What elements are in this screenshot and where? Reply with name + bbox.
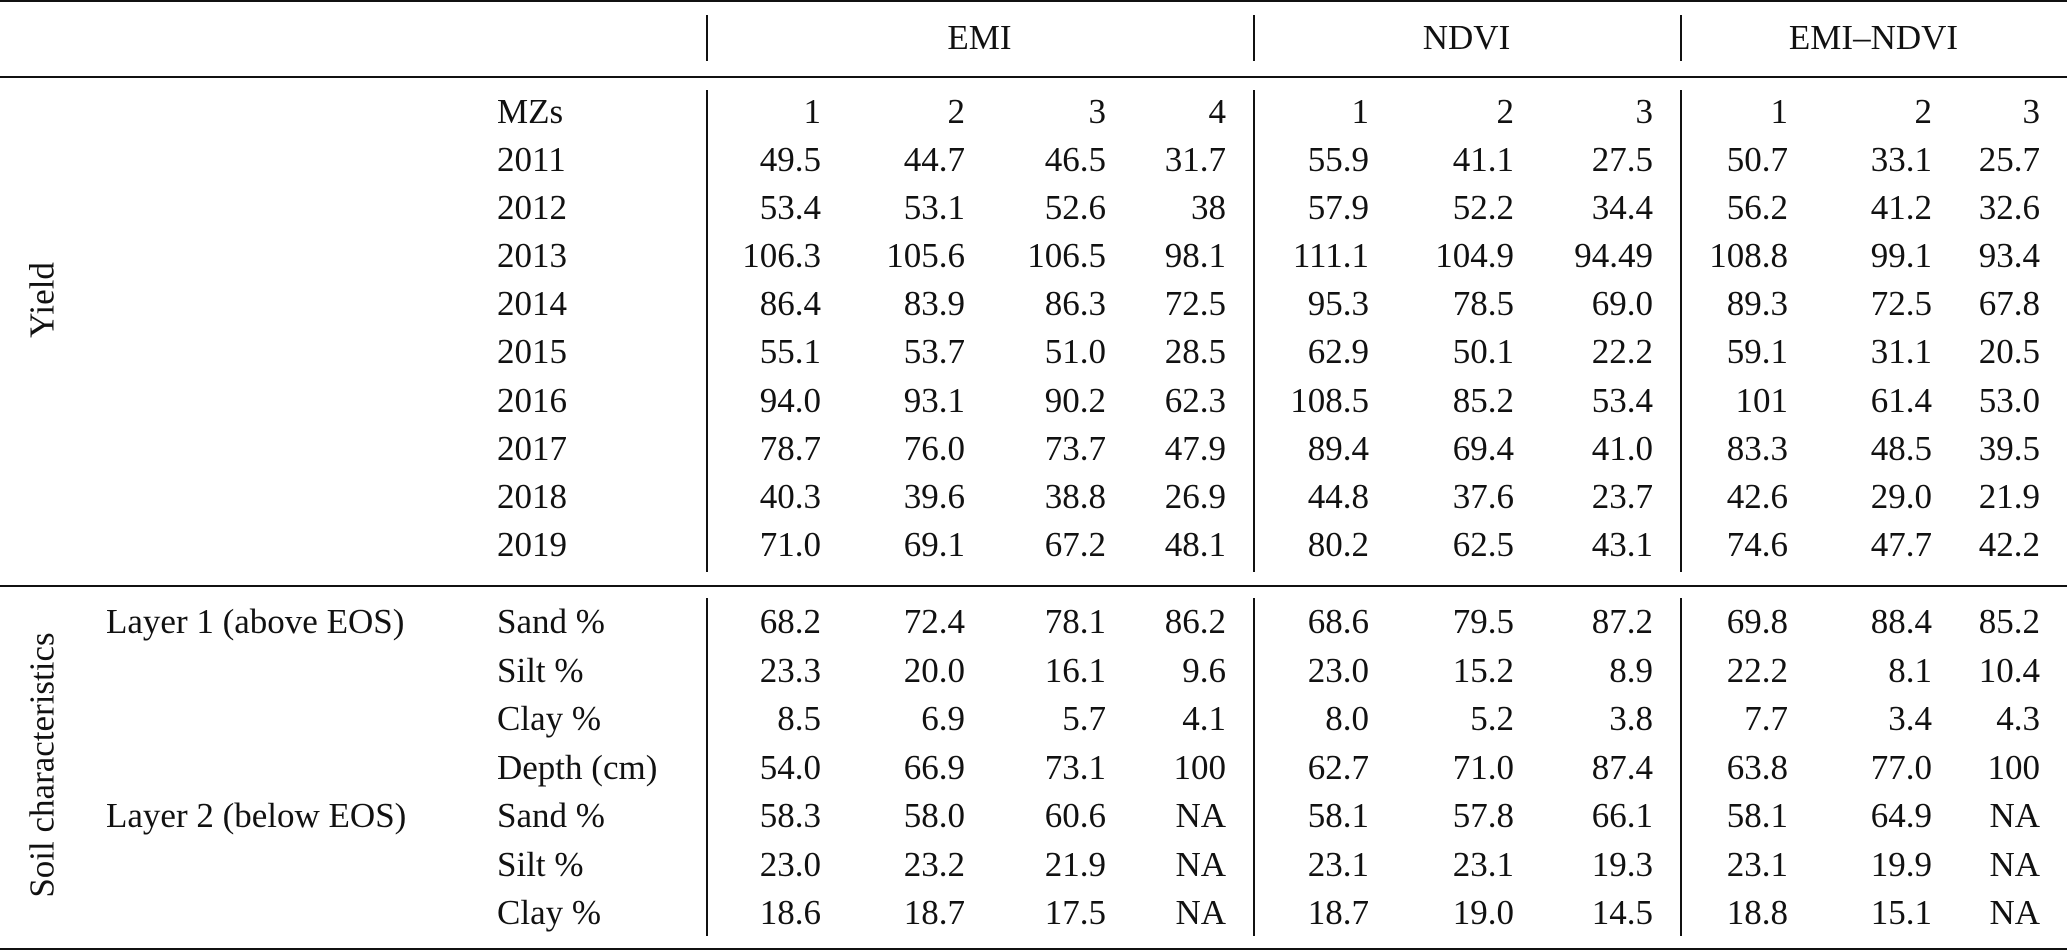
yield-value: 21.9	[1978, 477, 2040, 516]
yield-value: 94.0	[759, 381, 821, 420]
soil-value: 5.7	[1062, 699, 1106, 738]
soil-value: 66.1	[1591, 796, 1653, 835]
yield-value: 47.9	[1164, 429, 1226, 468]
yield-value: 41.0	[1591, 429, 1653, 468]
yield-value: 53.1	[903, 188, 965, 227]
yield-value: 50.7	[1726, 140, 1788, 179]
yield-value: 78.5	[1452, 284, 1514, 323]
soil-value: 60.6	[1044, 796, 1106, 835]
soil-value: 64.9	[1870, 796, 1932, 835]
soil-value: 5.2	[1470, 699, 1514, 738]
soil-value: 73.1	[1044, 748, 1106, 787]
property-label: Clay %	[497, 893, 602, 932]
soil-value: 9.6	[1182, 651, 1226, 690]
yield-value: 43.1	[1591, 525, 1653, 564]
yield-value: 28.5	[1164, 332, 1226, 371]
yield-value: 55.1	[759, 332, 821, 371]
yield-value: 53.7	[903, 332, 965, 371]
yield-value: 22.2	[1591, 332, 1653, 371]
yield-value: 93.1	[903, 381, 965, 420]
year-label: 2016	[497, 381, 567, 420]
soil-value: 10.4	[1978, 651, 2040, 690]
soil-value: 23.2	[903, 845, 965, 884]
soil-value: 62.7	[1307, 748, 1369, 787]
yield-value: 83.9	[903, 284, 965, 323]
yield-value: 74.6	[1726, 525, 1788, 564]
soil-value: 87.2	[1591, 602, 1653, 641]
yield-value: 67.2	[1044, 525, 1106, 564]
soil-value: 22.2	[1726, 651, 1788, 690]
year-label: 2011	[497, 140, 566, 179]
yield-value: 56.2	[1726, 188, 1788, 227]
yield-value: 31.1	[1870, 332, 1932, 371]
soil-value: 8.5	[777, 699, 821, 738]
soil-value: NA	[1989, 796, 2040, 835]
yield-value: 99.1	[1870, 236, 1932, 275]
soil-value: 3.8	[1609, 699, 1653, 738]
yield-value: 106.3	[742, 236, 821, 275]
soil-value: 68.2	[759, 602, 821, 641]
yield-value: 76.0	[903, 429, 965, 468]
yield-value: 59.1	[1726, 332, 1788, 371]
yield-value: 41.2	[1870, 188, 1932, 227]
soil-value: 100	[1987, 748, 2040, 787]
yield-value: 71.0	[759, 525, 821, 564]
mz-number: 2	[1914, 92, 1932, 131]
yield-value: 49.5	[759, 140, 821, 179]
yield-value: 55.9	[1307, 140, 1369, 179]
mz-number: 2	[1496, 92, 1514, 131]
soil-value: 66.9	[903, 748, 965, 787]
soil-value: 78.1	[1044, 602, 1106, 641]
yield-value: 86.4	[759, 284, 821, 323]
soil-value: 57.8	[1452, 796, 1514, 835]
yield-value: 69.1	[903, 525, 965, 564]
mz-number: 4	[1208, 92, 1226, 131]
yield-value: 26.9	[1164, 477, 1226, 516]
yield-value: 29.0	[1870, 477, 1932, 516]
soil-value: 8.9	[1609, 651, 1653, 690]
yield-value: 67.8	[1978, 284, 2040, 323]
yield-value: 39.6	[903, 477, 965, 516]
soil-value: 19.3	[1591, 845, 1653, 884]
property-label: Clay %	[497, 699, 602, 738]
year-label: 2015	[497, 332, 567, 371]
yield-value: 53.4	[759, 188, 821, 227]
yield-value: 23.7	[1591, 477, 1653, 516]
yield-value: 42.6	[1726, 477, 1788, 516]
soil-value: 85.2	[1978, 602, 2040, 641]
yield-value: 78.7	[759, 429, 821, 468]
soil-value: 19.9	[1870, 845, 1932, 884]
soil-value: 18.7	[903, 893, 965, 932]
soil-value: NA	[1989, 893, 2040, 932]
yield-value: 48.5	[1870, 429, 1932, 468]
group-header-emi: EMI	[947, 18, 1012, 57]
year-label: 2019	[497, 525, 567, 564]
soil-value: 17.5	[1044, 893, 1106, 932]
soil-value: 58.3	[759, 796, 821, 835]
soil-value: 58.0	[903, 796, 965, 835]
soil-value: 87.4	[1591, 748, 1653, 787]
yield-value: 48.1	[1164, 525, 1226, 564]
yield-value: 94.49	[1574, 236, 1653, 275]
yield-value: 32.6	[1978, 188, 2040, 227]
property-label: Sand %	[497, 602, 605, 641]
yield-value: 89.4	[1307, 429, 1369, 468]
yield-value: 101	[1735, 381, 1788, 420]
property-label: Silt %	[497, 651, 584, 690]
yield-value: 41.1	[1452, 140, 1514, 179]
soil-value: 15.2	[1452, 651, 1514, 690]
yield-value: 80.2	[1307, 525, 1369, 564]
layer-label: Layer 1 (above EOS)	[106, 602, 405, 641]
year-label: 2013	[497, 236, 567, 275]
yield-value: 37.6	[1452, 477, 1514, 516]
mz-number: 3	[2022, 92, 2040, 131]
soil-value: 19.0	[1452, 893, 1514, 932]
year-label: 2017	[497, 429, 567, 468]
soil-value: 23.1	[1726, 845, 1788, 884]
soil-value: 58.1	[1307, 796, 1369, 835]
yield-value: 98.1	[1164, 236, 1226, 275]
yield-value: 47.7	[1870, 525, 1932, 564]
header-rule	[0, 76, 2067, 78]
mz-number: 1	[1770, 92, 1788, 131]
yield-value: 50.1	[1452, 332, 1514, 371]
soil-value: 18.7	[1307, 893, 1369, 932]
yield-value: 72.5	[1164, 284, 1226, 323]
soil-value: 23.1	[1307, 845, 1369, 884]
yield-value: 62.9	[1307, 332, 1369, 371]
yield-value: 73.7	[1044, 429, 1106, 468]
yield-value: 86.3	[1044, 284, 1106, 323]
yield-value: 53.0	[1978, 381, 2040, 420]
yield-value: 108.8	[1709, 236, 1788, 275]
mz-number: 1	[803, 92, 821, 131]
yield-value: 52.6	[1044, 188, 1106, 227]
yield-value: 44.7	[903, 140, 965, 179]
soil-value: NA	[1989, 845, 2040, 884]
yield-value: 44.8	[1307, 477, 1369, 516]
yield-value: 93.4	[1978, 236, 2040, 275]
yield-value: 40.3	[759, 477, 821, 516]
section-rule	[0, 585, 2067, 587]
soil-value: 72.4	[903, 602, 965, 641]
soil-value: NA	[1175, 845, 1226, 884]
yield-value: 62.3	[1164, 381, 1226, 420]
yield-value: 106.5	[1027, 236, 1106, 275]
soil-value: 8.1	[1888, 651, 1932, 690]
yield-value: 38	[1191, 188, 1226, 227]
layer-label: Layer 2 (below EOS)	[106, 796, 407, 835]
soil-value: NA	[1175, 893, 1226, 932]
year-label: 2018	[497, 477, 567, 516]
yield-value: 72.5	[1870, 284, 1932, 323]
soil-section-label: Soil characteristics	[22, 632, 62, 898]
soil-value: 23.1	[1452, 845, 1514, 884]
yield-value: 57.9	[1307, 188, 1369, 227]
soil-value: 58.1	[1726, 796, 1788, 835]
soil-value: 69.8	[1726, 602, 1788, 641]
mz-number: 2	[947, 92, 965, 131]
soil-value: 23.0	[1307, 651, 1369, 690]
yield-value: 38.8	[1044, 477, 1106, 516]
group-header-ndvi: NDVI	[1422, 18, 1511, 57]
soil-value: 18.6	[759, 893, 821, 932]
yield-value: 69.4	[1452, 429, 1514, 468]
soil-value: 88.4	[1870, 602, 1932, 641]
soil-value: 86.2	[1164, 602, 1226, 641]
soil-value: 21.9	[1044, 845, 1106, 884]
yield-value: 27.5	[1591, 140, 1653, 179]
mz-number: 3	[1088, 92, 1106, 131]
yield-value: 31.7	[1164, 140, 1226, 179]
soil-value: 54.0	[759, 748, 821, 787]
soil-value: 4.1	[1182, 699, 1226, 738]
yield-value: 104.9	[1435, 236, 1514, 275]
yield-value: 25.7	[1978, 140, 2040, 179]
property-label: Sand %	[497, 796, 605, 835]
yield-value: 52.2	[1452, 188, 1514, 227]
yield-value: 34.4	[1591, 188, 1653, 227]
group-header-emi-ndvi: EMI–NDVI	[1788, 18, 1959, 57]
soil-value: 68.6	[1307, 602, 1369, 641]
mz-number: 1	[1351, 92, 1369, 131]
soil-value: 20.0	[903, 651, 965, 690]
yield-value: 51.0	[1044, 332, 1106, 371]
yield-value: 62.5	[1452, 525, 1514, 564]
yield-value: 108.5	[1290, 381, 1369, 420]
soil-value: 3.4	[1888, 699, 1932, 738]
yield-value: 39.5	[1978, 429, 2040, 468]
yield-section-label: Yield	[22, 262, 62, 338]
top-rule	[0, 0, 2067, 2]
property-label: Silt %	[497, 845, 584, 884]
soil-value: 4.3	[1996, 699, 2040, 738]
yield-value: 105.6	[886, 236, 965, 275]
soil-value: 6.9	[921, 699, 965, 738]
yield-value: 89.3	[1726, 284, 1788, 323]
year-label: 2014	[497, 284, 567, 323]
property-label: Depth (cm)	[497, 748, 658, 787]
soil-value: 23.0	[759, 845, 821, 884]
soil-value: 23.3	[759, 651, 821, 690]
yield-value: 95.3	[1307, 284, 1369, 323]
bottom-rule	[0, 948, 2067, 950]
soil-value: 8.0	[1325, 699, 1369, 738]
yield-value: 61.4	[1870, 381, 1932, 420]
mz-label: MZs	[497, 92, 564, 131]
soil-value: 16.1	[1044, 651, 1106, 690]
soil-value: 14.5	[1591, 893, 1653, 932]
yield-value: 53.4	[1591, 381, 1653, 420]
yield-value: 111.1	[1292, 236, 1369, 275]
soil-value: 100	[1173, 748, 1226, 787]
mz-number: 3	[1635, 92, 1653, 131]
soil-value: NA	[1175, 796, 1226, 835]
soil-value: 18.8	[1726, 893, 1788, 932]
yield-value: 83.3	[1726, 429, 1788, 468]
yield-value: 69.0	[1591, 284, 1653, 323]
yield-value: 90.2	[1044, 381, 1106, 420]
soil-value: 7.7	[1744, 699, 1788, 738]
yield-value: 46.5	[1044, 140, 1106, 179]
soil-value: 79.5	[1452, 602, 1514, 641]
yield-value: 85.2	[1452, 381, 1514, 420]
yield-value: 33.1	[1870, 140, 1932, 179]
soil-value: 71.0	[1452, 748, 1514, 787]
year-label: 2012	[497, 188, 567, 227]
yield-value: 20.5	[1978, 332, 2040, 371]
soil-value: 77.0	[1870, 748, 1932, 787]
soil-value: 63.8	[1726, 748, 1788, 787]
soil-value: 15.1	[1870, 893, 1932, 932]
yield-value: 42.2	[1978, 525, 2040, 564]
